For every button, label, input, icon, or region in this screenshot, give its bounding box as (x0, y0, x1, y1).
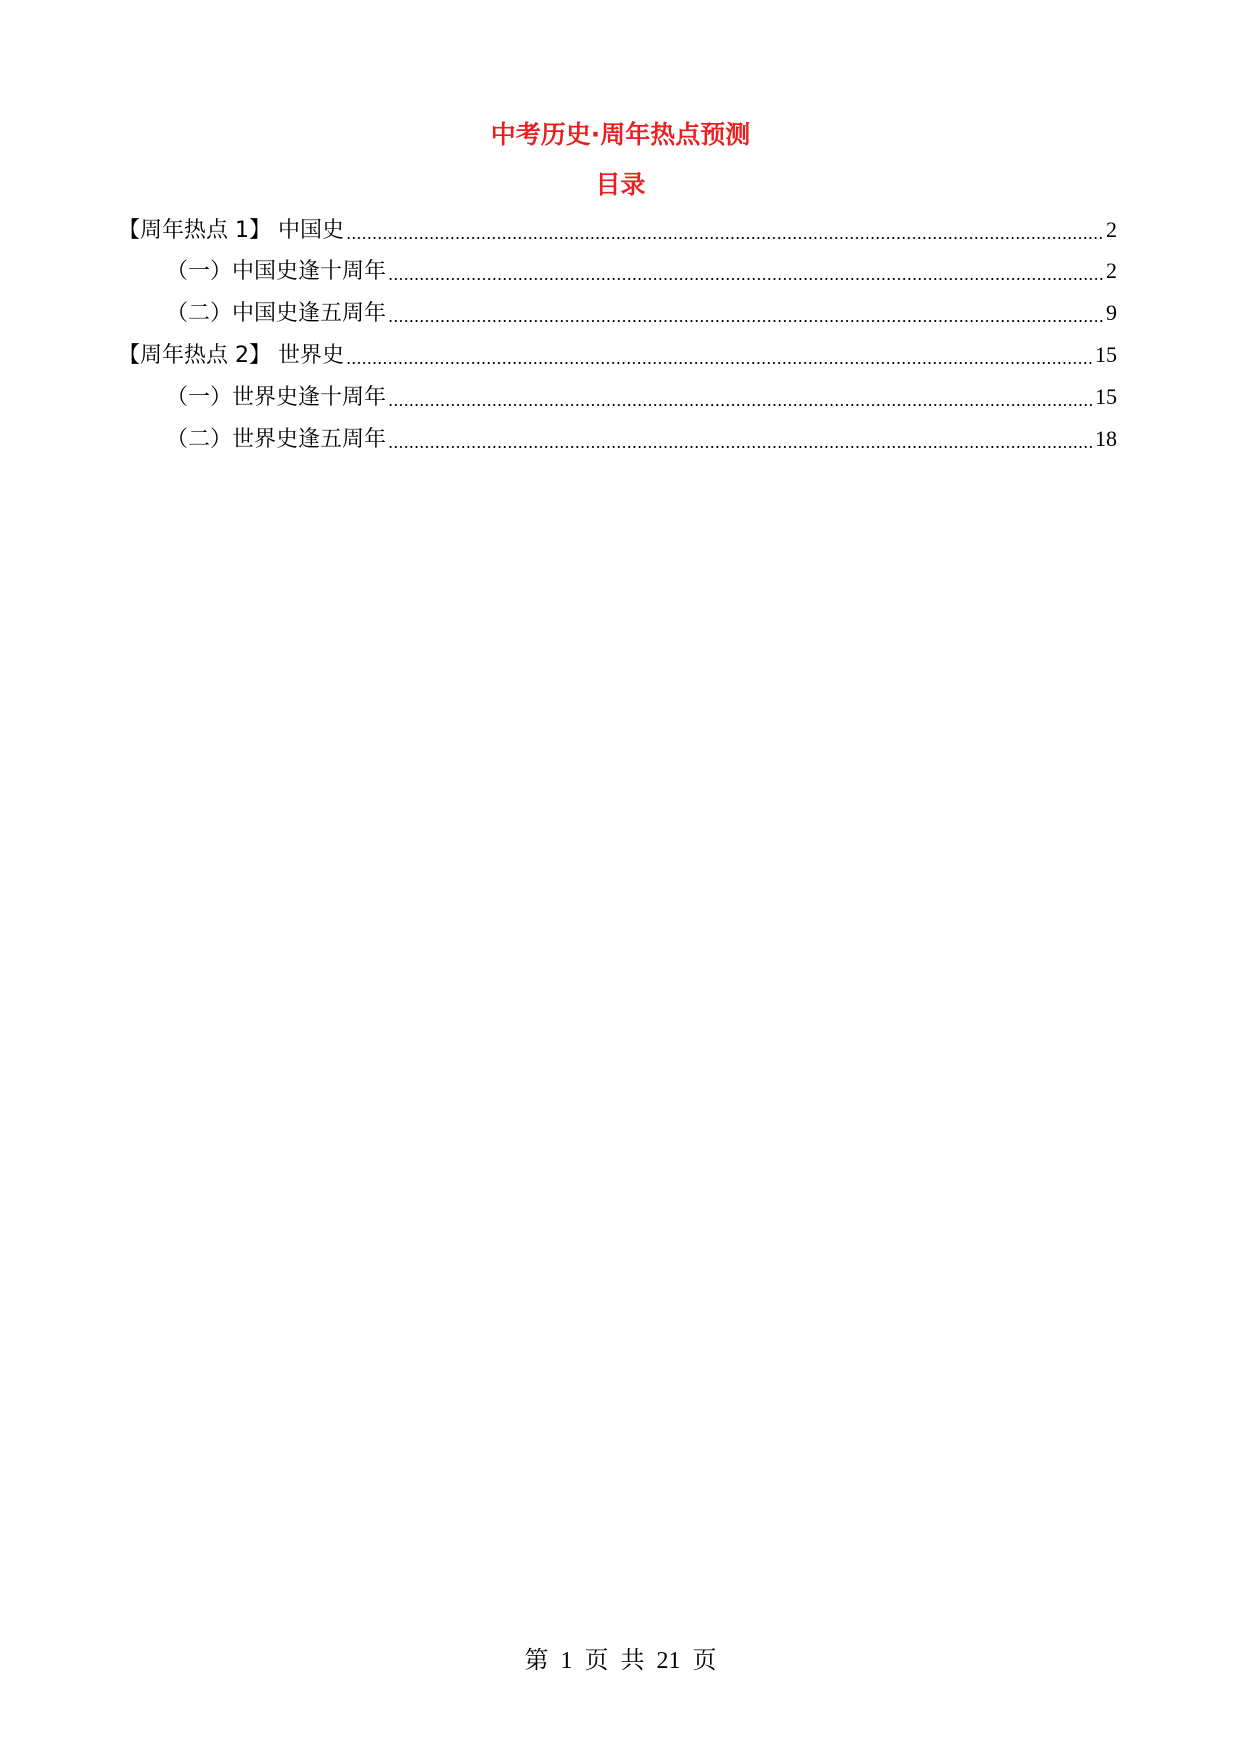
toc-entry-label: （二）世界史逢五周年 (166, 427, 387, 452)
toc-entry-label: （二）中国史逢五周年 (166, 301, 387, 326)
toc-entry-label: 【周年热点 1】 中国史 (118, 218, 344, 243)
toc-entry-label: 【周年热点 2】 世界史 (118, 343, 344, 368)
toc-entry-label: （一）中国史逢十周年 (166, 259, 387, 284)
footer-total-word: 共 (620, 1648, 645, 1674)
document-title: 中考历史·周年热点预测 (490, 120, 751, 149)
toc-dot-leader (346, 341, 1093, 365)
toc-entry-page: 2 (1106, 217, 1117, 242)
footer-prefix: 第 (524, 1648, 549, 1674)
footer-page-word: 页 (584, 1648, 609, 1674)
toc-entry-china-history[interactable] (118, 212, 1117, 248)
toc-entry-world-history[interactable] (118, 337, 1117, 373)
toc-heading: 目录 (595, 170, 646, 199)
toc-dot-leader (388, 383, 1093, 407)
toc-dot-leader (388, 257, 1104, 281)
footer-current-page: 1 (560, 1648, 573, 1674)
toc-dot-leader (388, 299, 1104, 323)
toc-entry-page: 15 (1095, 342, 1117, 367)
footer-total-pages: 21 (656, 1648, 681, 1674)
toc-dot-leader (388, 425, 1093, 449)
toc-entry-page: 9 (1106, 300, 1117, 325)
toc-entry-label: （一）世界史逢十周年 (166, 385, 387, 410)
toc-entry-world-fifth-anniversary[interactable] (166, 421, 1117, 457)
page-footer (0, 1644, 1241, 1678)
toc-entry-page: 18 (1095, 426, 1117, 451)
toc-entry-page: 2 (1106, 258, 1117, 283)
toc-entry-china-tenth-anniversary[interactable] (166, 253, 1117, 289)
toc-entry-page: 15 (1095, 384, 1117, 409)
toc-entry-china-fifth-anniversary[interactable] (166, 295, 1117, 331)
toc-entry-world-tenth-anniversary[interactable] (166, 379, 1117, 415)
footer-suffix: 页 (692, 1648, 717, 1674)
toc-dot-leader (346, 216, 1104, 240)
